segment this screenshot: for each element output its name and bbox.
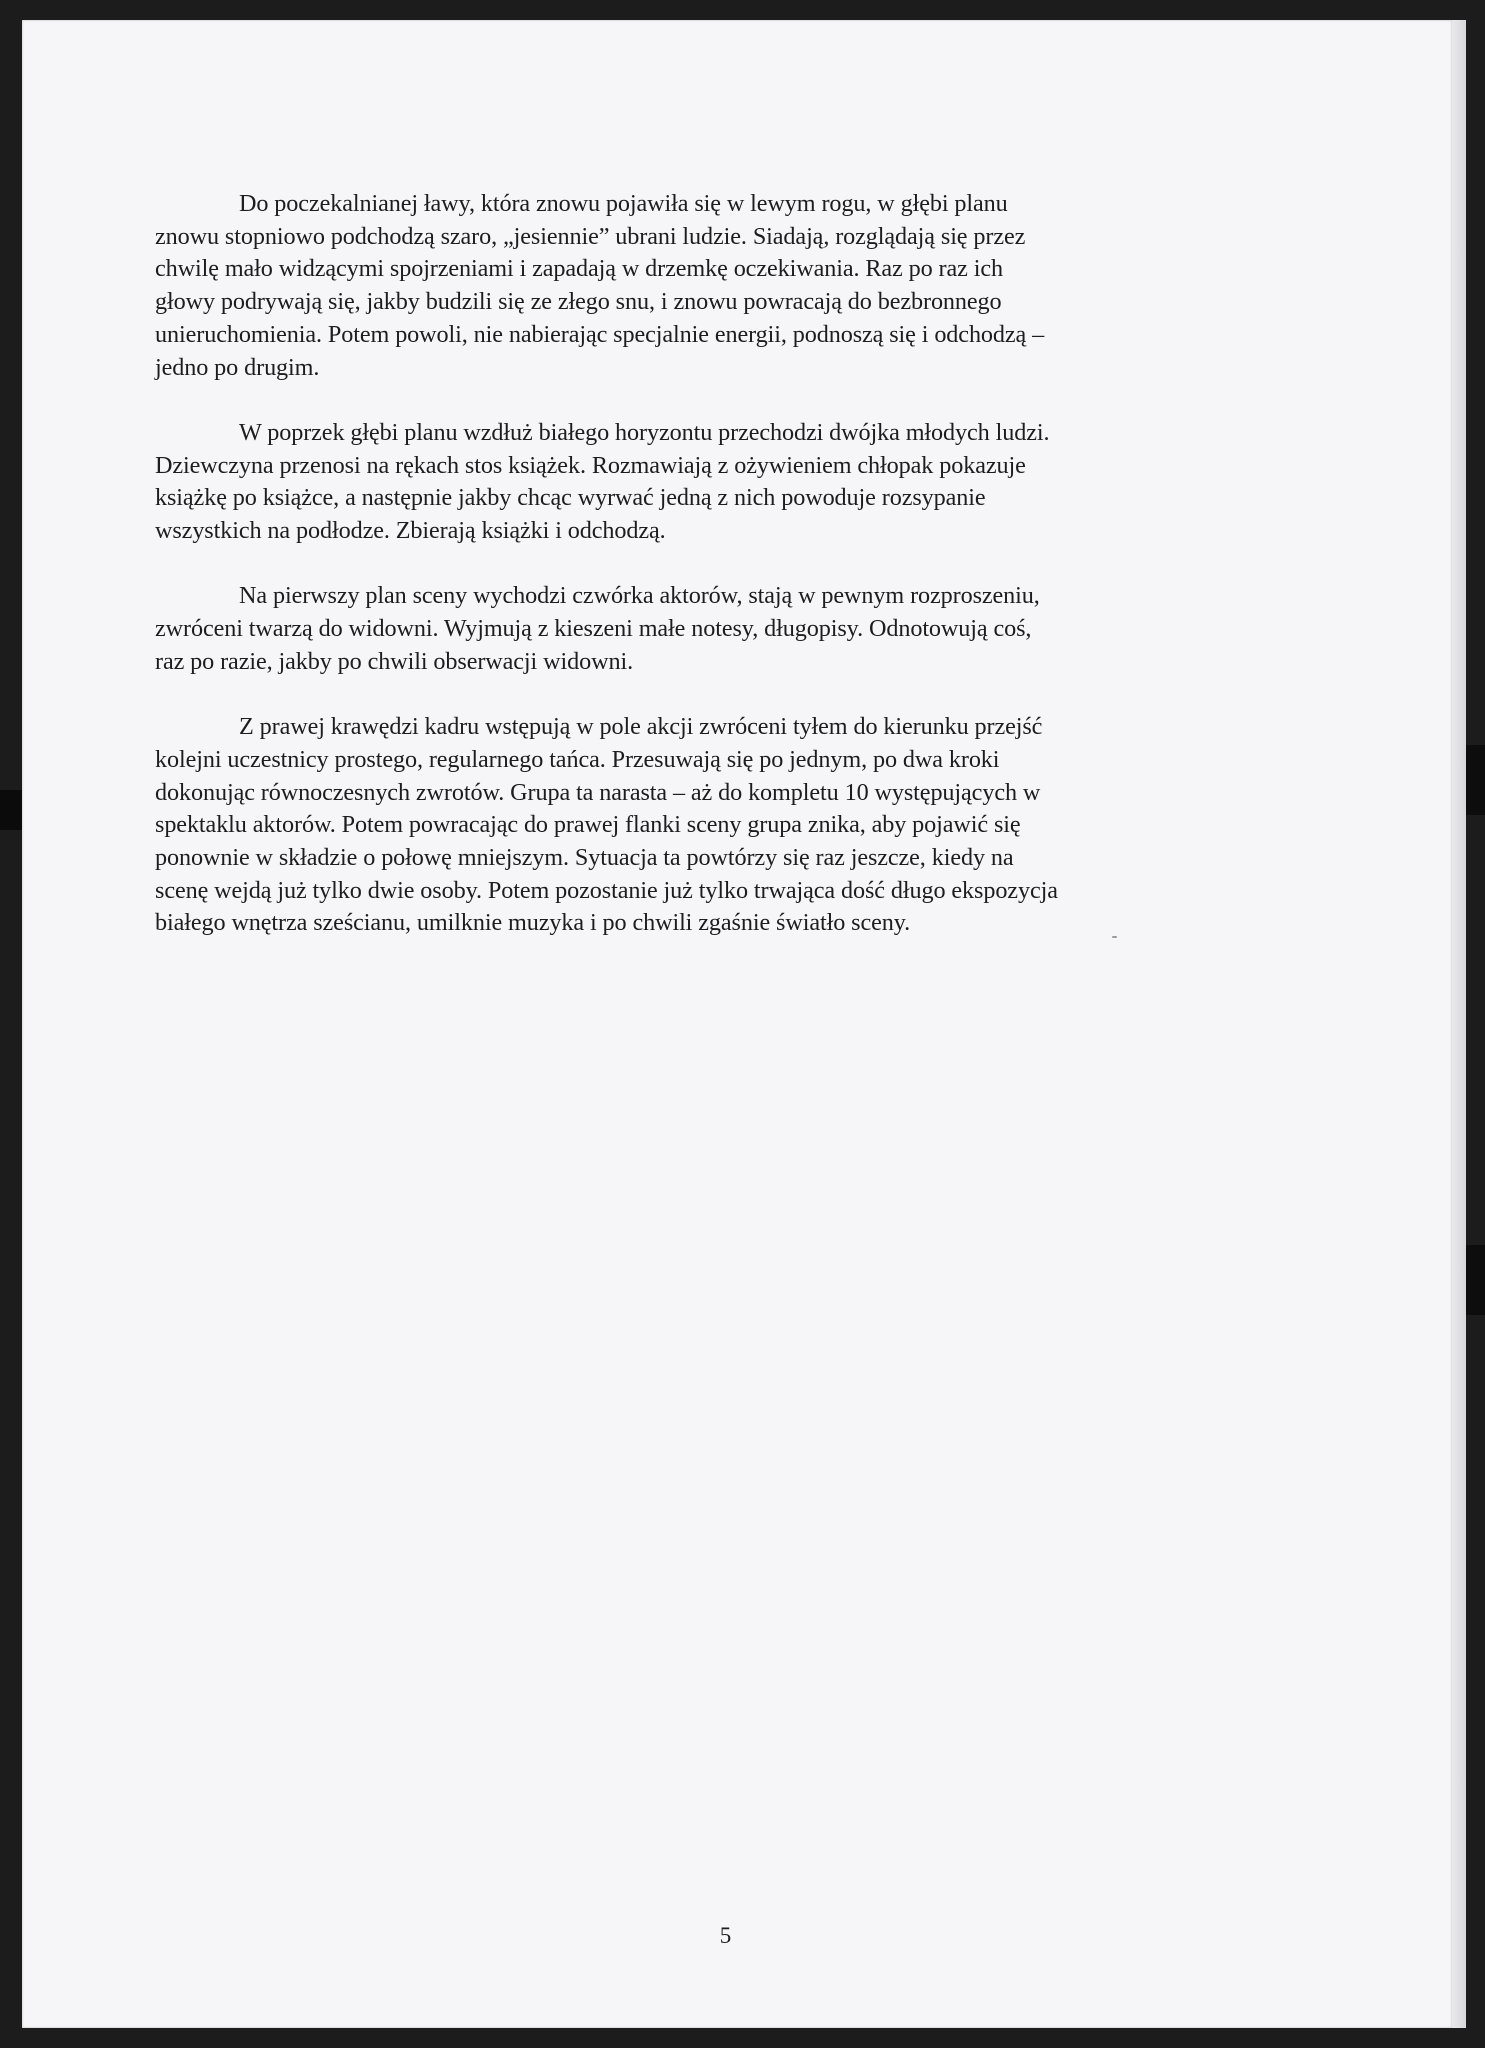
text-line: scenę wejdą już tylko dwie osoby. Potem pozostanie już tylko trwająca dość długo ekspozycja (155, 876, 1058, 904)
text-line: znowu stopniowo podchodzą szaro, „jesiennie” ubrani ludzie. Siadają, rozglądają się przez (155, 222, 1026, 250)
text-line: spektaklu aktorów. Potem powracając do prawej flanki sceny grupa znika, aby pojawić się (155, 811, 1021, 839)
document-body (155, 188, 1275, 973)
text-line: książkę po książce, a następnie jakby chcąc wyrwać jedną z nich powoduje rozsypanie (155, 484, 986, 512)
text-line: białego wnętrza sześcianu, umilknie muzyka i po chwili zgaśnie światło sceny. (155, 909, 911, 937)
text-line: Do poczekalnianej ławy, która znowu pojawiła się w lewym rogu, w głębi planu (239, 190, 1008, 217)
text-line: głowy podrywają się, jakby budzili się ze złego snu, i znowu powracają do bezbronnego (155, 288, 1002, 316)
text-line: unieruchomienia. Potem powoli, nie nabierając specjalnie energii, podnoszą się i odchodzą – (155, 320, 1045, 348)
text-line: Dziewczyna przenosi na rękach stos książek. Rozmawiają z ożywieniem chłopak pokazuje (155, 451, 1026, 479)
text-line: wszystkich na podłodze. Zbierają książki i odchodzą. (155, 517, 666, 545)
text-line: ponownie w składzie o połowę mniejszym. Sytuacja ta powtórzy się raz jeszcze, kiedy na (155, 844, 1014, 872)
page-number: 5 (719, 1923, 732, 1948)
text-line: raz po razie, jakby po chwili obserwacji widowni. (155, 647, 634, 675)
text-line: dokonując równoczesnych zwrotów. Grupa ta narasta – aż do kompletu 10 występujących w (155, 778, 1041, 806)
paragraph-2 (155, 417, 1275, 548)
text-line: zwróceni twarzą do widowni. Wyjmują z kieszeni małe notesy, długopisy. Odnotowują coś, (155, 615, 1032, 643)
text-line: Z prawej krawędzi kadru wstępują w pole akcji zwróceni tyłem do kierunku przejść (239, 713, 1043, 741)
paper-edge (1452, 20, 1466, 2028)
binder-clip-mark (1466, 1245, 1485, 1315)
text-line: kolejni uczestnicy prostego, regularnego tańca. Przesuwają się po jednym, po dwa kroki (155, 745, 1000, 773)
text-line: chwilę mało widzącymi spojrzeniami i zapadają w drzemkę oczekiwania. Raz po raz ich (155, 255, 1003, 283)
text-line: W poprzek głębi planu wzdłuż białego horyzontu przechodzi dwójka młodych ludzi. (239, 418, 1050, 446)
binder-clip-mark (1466, 745, 1485, 815)
text-line: Na pierwszy plan sceny wychodzi czwórka aktorów, stają w pewnym rozproszeniu, (239, 582, 1040, 610)
paragraph-3 (155, 580, 1275, 678)
scan-edge-mark (0, 790, 22, 830)
text-line: jedno po drugim. (155, 353, 320, 381)
paragraph-1 (155, 188, 1275, 384)
paragraph-4 (155, 711, 1275, 940)
